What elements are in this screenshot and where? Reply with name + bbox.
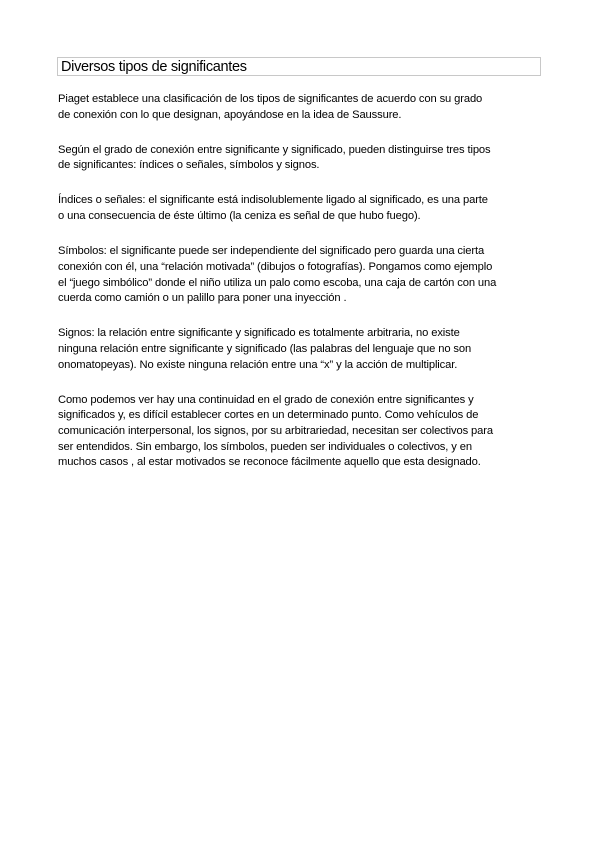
paragraph-signos: Signos: la relación entre significante y significado es totalmente arbitraria, no existe ninguna relación entre significante y significado (las palabras del lenguaje que no son onomatopeyas). No existe ninguna relación entre una “x” y la acción de multiplicar.	[58, 327, 472, 371]
document-body	[58, 92, 544, 490]
paragraph-simbolos: Símbolos: el significante puede ser independiente del significado pero guarda una cierta conexión con él, una “relación motivada” (dibujos o fotografías). Pongamos como ejemplo el “juego simbólico” donde el niño utiliza un palo como escoba, una caja de cartón con una cuerda como camión o un palillo para poner una inyección .	[58, 245, 497, 305]
section-heading: Diversos tipos de significantes	[61, 59, 247, 75]
paragraph-indices: Índices o señales: el significante está indisolublemente ligado al significado, es una parte o una consecuencia de éste último (la ceniza es señal de que hubo fuego).	[58, 194, 488, 223]
paragraph-intro: Piaget establece una clasificación de los tipos de significantes de acuerdo con su grado de conexión con lo que designan, apoyándose en la idea de Saussure.	[58, 93, 483, 121]
paragraph-types: Según el grado de conexión entre significante y significado, pueden distinguirse tres tipos de significantes: índices o señales, símbolos y signos.	[58, 143, 491, 172]
paragraph-conclusion: Como podemos ver hay una continuidad en el grado de conexión entre significantes y significados y, es difícil establecer cortes en un determinado punto. Como vehículos de comunicación interpersonal, los signos, por su arbitrariedad, necesitan ser colectivos para ser entendidos. Sin embargo, los símbolos, pueden ser individuales o colectivos, y en muchos casos , al estar motivados se reconoce fácilmente aquello que esta designado.	[58, 393, 493, 469]
heading-box	[57, 57, 541, 76]
